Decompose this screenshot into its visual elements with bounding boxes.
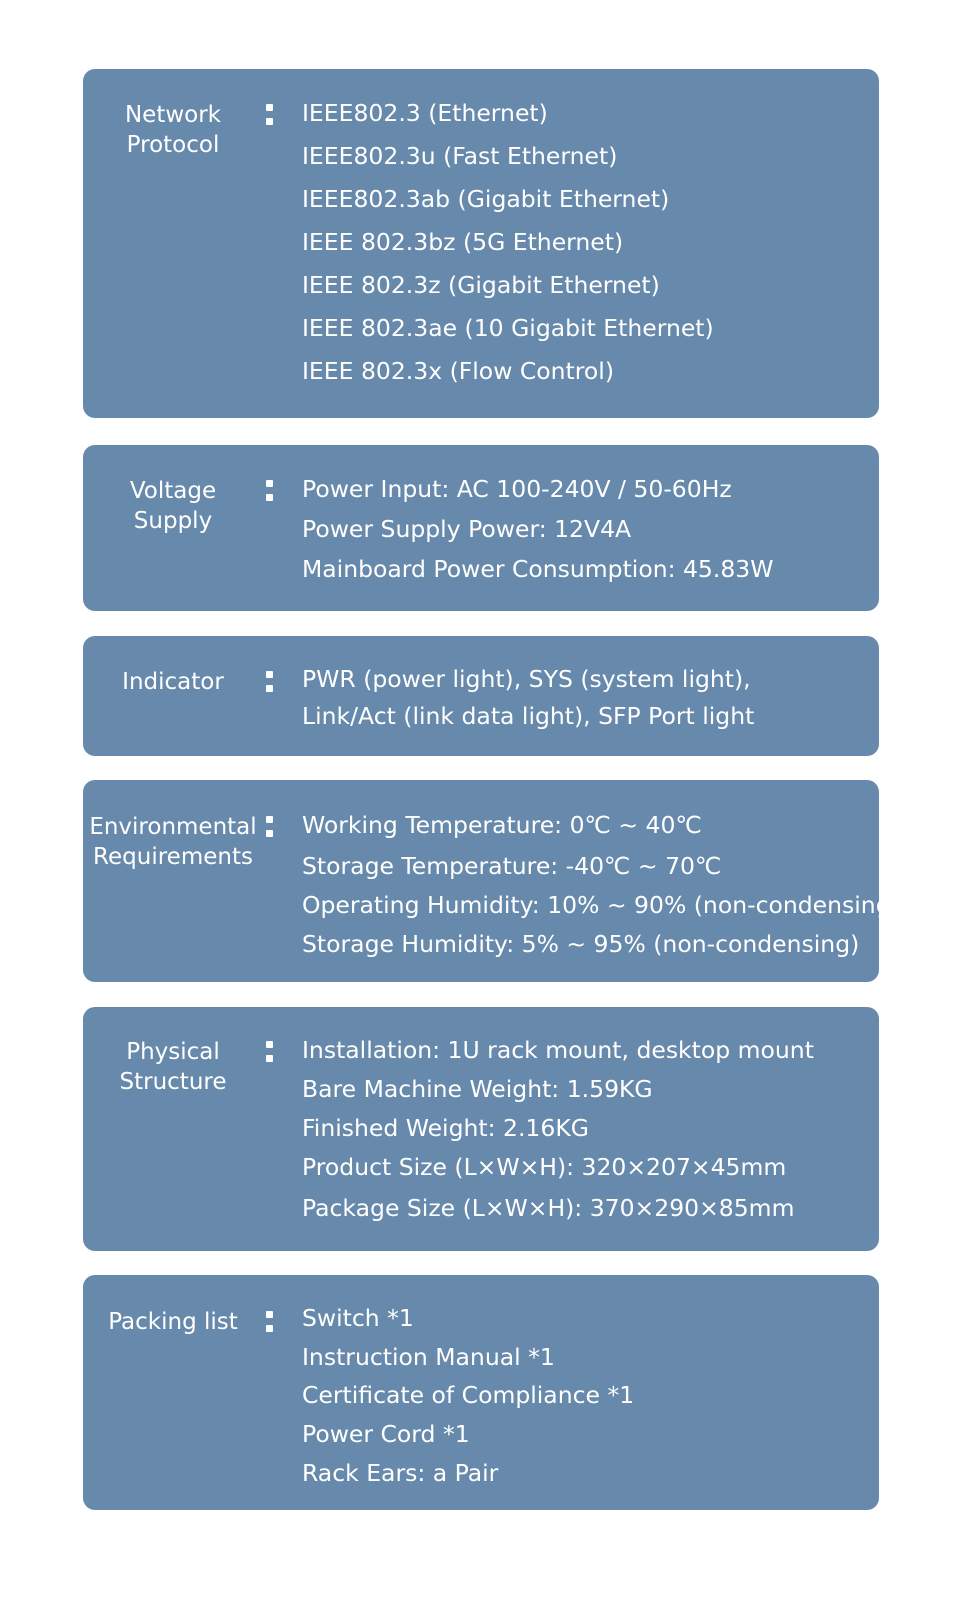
colon-icon <box>266 101 274 127</box>
spec-line: Instruction Manual *1 <box>302 1343 555 1371</box>
spec-line: Storage Humidity: 5% ~ 95% (non-condensing) <box>302 930 860 958</box>
spec-line: IEEE 802.3ae (10 Gigabit Ethernet) <box>302 314 714 342</box>
colon-icon <box>266 477 274 503</box>
spec-line: PWR (power light), SYS (system light), <box>302 665 751 693</box>
spec-line: Rack Ears: a Pair <box>302 1459 499 1487</box>
spec-line: Switch *1 <box>302 1304 414 1332</box>
spec-line: Working Temperature: 0℃ ~ 40℃ <box>302 811 702 839</box>
spec-label: Voltage Supply <box>129 478 217 534</box>
spec-label: Physical Structure <box>119 1039 227 1095</box>
spec-line: IEEE 802.3x (Flow Control) <box>302 357 614 385</box>
spec-line: Product Size (L×W×H): 320×207×45mm <box>302 1153 787 1181</box>
spec-card-indicator <box>83 636 879 756</box>
colon-icon <box>266 668 274 694</box>
spec-line: Certificate of Compliance *1 <box>302 1381 635 1409</box>
colon-icon <box>266 1038 274 1064</box>
spec-line: Link/Act (link data light), SFP Port light <box>302 702 755 730</box>
spec-card-packing-list <box>83 1275 879 1510</box>
spec-line: Operating Humidity: 10% ~ 90% (non-condensing) <box>302 891 900 919</box>
spec-card-environmental-requirements <box>83 780 900 982</box>
spec-card-physical-structure <box>83 1007 879 1251</box>
spec-line: IEEE802.3ab (Gigabit Ethernet) <box>302 185 670 213</box>
spec-label: Packing list <box>108 1309 238 1335</box>
spec-line: Bare Machine Weight: 1.59KG <box>302 1075 653 1103</box>
spec-line: Power Input: AC 100-240V / 50-60Hz <box>302 475 732 503</box>
colon-icon <box>266 813 274 839</box>
spec-card-network-protocol <box>83 69 879 418</box>
spec-line: Power Supply Power: 12V4A <box>302 515 632 543</box>
spec-line: IEEE 802.3bz (5G Ethernet) <box>302 228 624 256</box>
spec-line: Power Cord *1 <box>302 1420 470 1448</box>
spec-line: Storage Temperature: -40℃ ~ 70℃ <box>302 852 722 880</box>
spec-line: Installation: 1U rack mount, desktop mount <box>302 1036 814 1064</box>
spec-line: IEEE802.3u (Fast Ethernet) <box>302 142 618 170</box>
colon-icon <box>266 1308 274 1334</box>
spec-label: Environmental Requirements <box>89 814 257 870</box>
spec-label: Network Protocol <box>124 102 222 158</box>
spec-label: Indicator <box>122 669 224 695</box>
spec-line: Package Size (L×W×H): 370×290×85mm <box>302 1194 795 1222</box>
spec-line: Finished Weight: 2.16KG <box>302 1114 589 1142</box>
spec-line: IEEE 802.3z (Gigabit Ethernet) <box>302 271 660 299</box>
spec-line: Mainboard Power Consumption: 45.83W <box>302 555 774 583</box>
spec-line: IEEE802.3 (Ethernet) <box>302 99 548 127</box>
spec-card-voltage-supply <box>83 445 879 611</box>
